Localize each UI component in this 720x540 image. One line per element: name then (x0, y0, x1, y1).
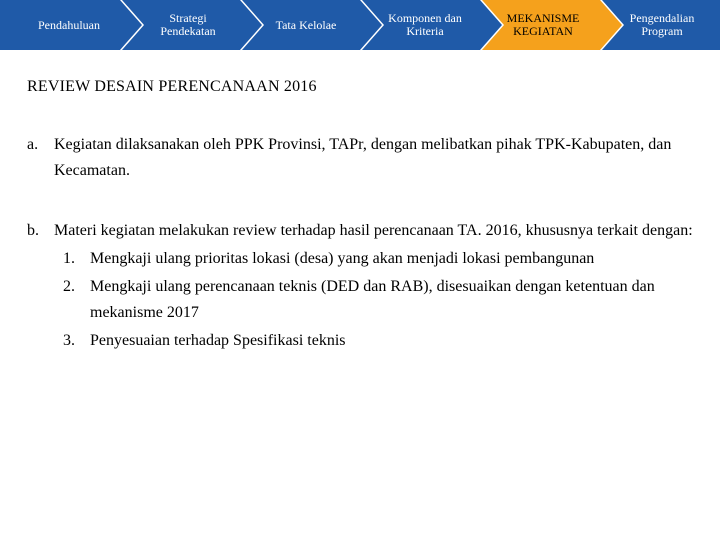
sub-item-number: 1. (63, 250, 75, 267)
sub-item-number: 3. (63, 332, 75, 349)
nav-tab-mekanisme-kegiatan[interactable] (492, 0, 594, 50)
list-item-a (27, 132, 707, 184)
nav-tab-label: Pengendalian Program (629, 11, 695, 38)
sub-item-1 (27, 246, 707, 272)
sub-item-text: Mengkaji ulang perencanaan teknis (DED dan RAB), disesuaikan dengan ketentuan dan mekanisme 2017 (90, 278, 655, 321)
nav-tab-label: MEKANISME KEGIATAN (506, 11, 580, 38)
list-item-text: Materi kegiatan melakukan review terhadap hasil perencanaan TA. 2016, khususnya terkait dengan: (54, 222, 693, 239)
nav-tab-tata-kelola[interactable]: Tata Kelolae (275, 17, 337, 32)
sub-item-3 (27, 328, 707, 354)
page-title: REVIEW DESAIN PERENCANAAN 2016 (27, 78, 317, 95)
sub-item-text: Mengkaji ulang prioritas lokasi (desa) yang akan menjadi lokasi pembangunan (90, 250, 595, 267)
list-marker: a. (27, 136, 39, 153)
nav-tab-komponen-kriteria[interactable] (372, 0, 478, 50)
list-marker: b. (27, 222, 39, 239)
nav-tab-pengendalian-program[interactable] (612, 0, 712, 50)
nav-tab-pendahuluan[interactable]: Pendahuluan (38, 17, 100, 32)
list-item-b (27, 218, 707, 244)
list-item-text: Kegiatan dilaksanakan oleh PPK Provinsi, TAPr, dengan melibatkan pihak TPK-Kabupaten, dan Kecamatan. (54, 136, 672, 179)
nav-tab-strategi-pendekatan[interactable] (138, 0, 238, 50)
top-navigation (0, 0, 720, 62)
sub-item-2 (27, 274, 707, 326)
content-list (27, 132, 707, 354)
nav-tab-label: Komponen dan Kriteria (388, 11, 462, 38)
sub-item-number: 2. (63, 278, 75, 295)
nav-tab-label: Strategi Pendekatan (160, 11, 216, 38)
sub-item-text: Penyesuaian terhadap Spesifikasi teknis (90, 332, 346, 349)
